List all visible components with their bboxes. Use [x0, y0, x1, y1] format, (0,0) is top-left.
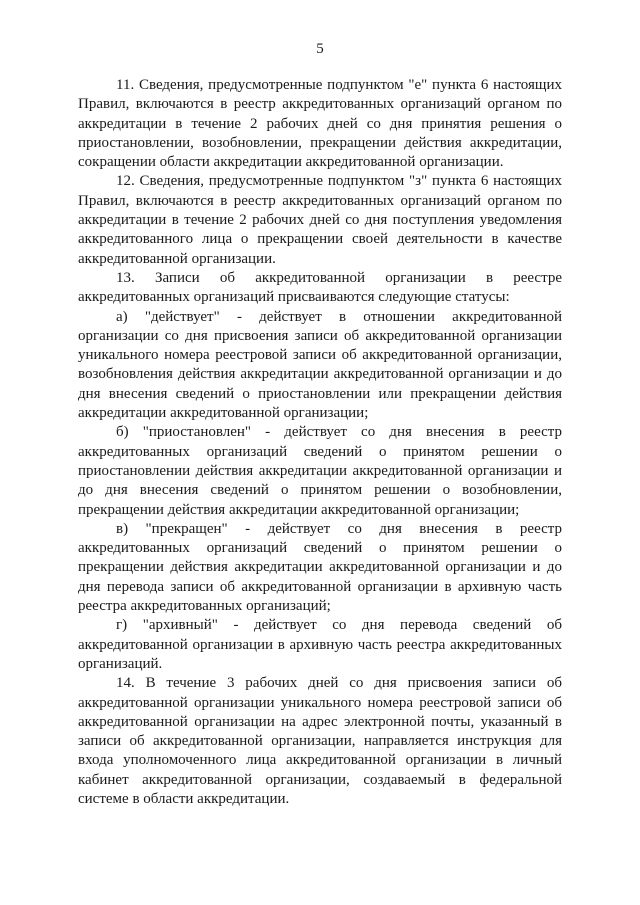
paragraph-11: 11. Сведения, предусмотренные подпунктом "е" пункта 6 настоящих Правил, включаются в реестр аккредитованных организаций органом по аккредитации в течение 2 рабочих дней со дня принятия решения о приостановлении, возобновлении, прекращении действия аккредитации, сокращении области аккредитации аккредитованной организации. — [78, 77, 562, 171]
paragraph-13-a: а) "действует" - действует в отношении аккредитованной организации со дня присвоения записи об аккредитованной организации уникального номера реестровой записи об аккредитованной организации, возобновления действия аккредитации аккредитованной организации и до дня внесения сведений о приостановлении или прекращении действия аккредитации аккредитованной организации; — [78, 308, 562, 422]
paragraph-13-v: в) "прекращен" - действует со дня внесения в реестр аккредитованных организаций сведений о принятом решении о прекращении действия аккредитации аккредитованной организации и до дня перевода записи об аккредитованной организации в архивную часть реестра аккредитованных организаций; — [78, 520, 562, 615]
document-body — [78, 76, 562, 809]
paragraph-13-g: г) "архивный" - действует со дня перевода сведений об аккредитованной организации в архивную часть реестра аккредитованных организаций. — [78, 617, 562, 672]
page-number: 5 — [316, 41, 324, 57]
paragraph-12: 12. Сведения, предусмотренные подпунктом "з" пункта 6 настоящих Правил, включаются в реестр аккредитованных организаций органом по аккредитации в течение 2 рабочих дней со дня поступления уведомления аккредитованного лица о прекращении своей деятельности в качестве аккредитованной организации. — [78, 173, 562, 267]
paragraph-14: 14. В течение 3 рабочих дней со дня присвоения записи об аккредитованной организации уникального номера реестровой записи об аккредитованной организации на адрес электронной почты, указанный в записи об аккредитованной организации, направляется инструкция для входа уполномоченного лица аккредитованной организации в личный кабинет аккредитованной организации, создаваемый в федеральной системе в области аккредитации. — [78, 675, 562, 807]
paragraph-13-b: б) "приостановлен" - действует со дня внесения в реестр аккредитованных организаций сведений о принятом решении о приостановлении действия аккредитации аккредитованной организации и до дня внесения сведений о принятом решении о возобновлении, прекращении действия аккредитации аккредитованной организации; — [78, 424, 562, 518]
paragraph-13: 13. Записи об аккредитованной организации в реестре аккредитованных организаций присваиваются следующие статусы: — [78, 269, 562, 306]
